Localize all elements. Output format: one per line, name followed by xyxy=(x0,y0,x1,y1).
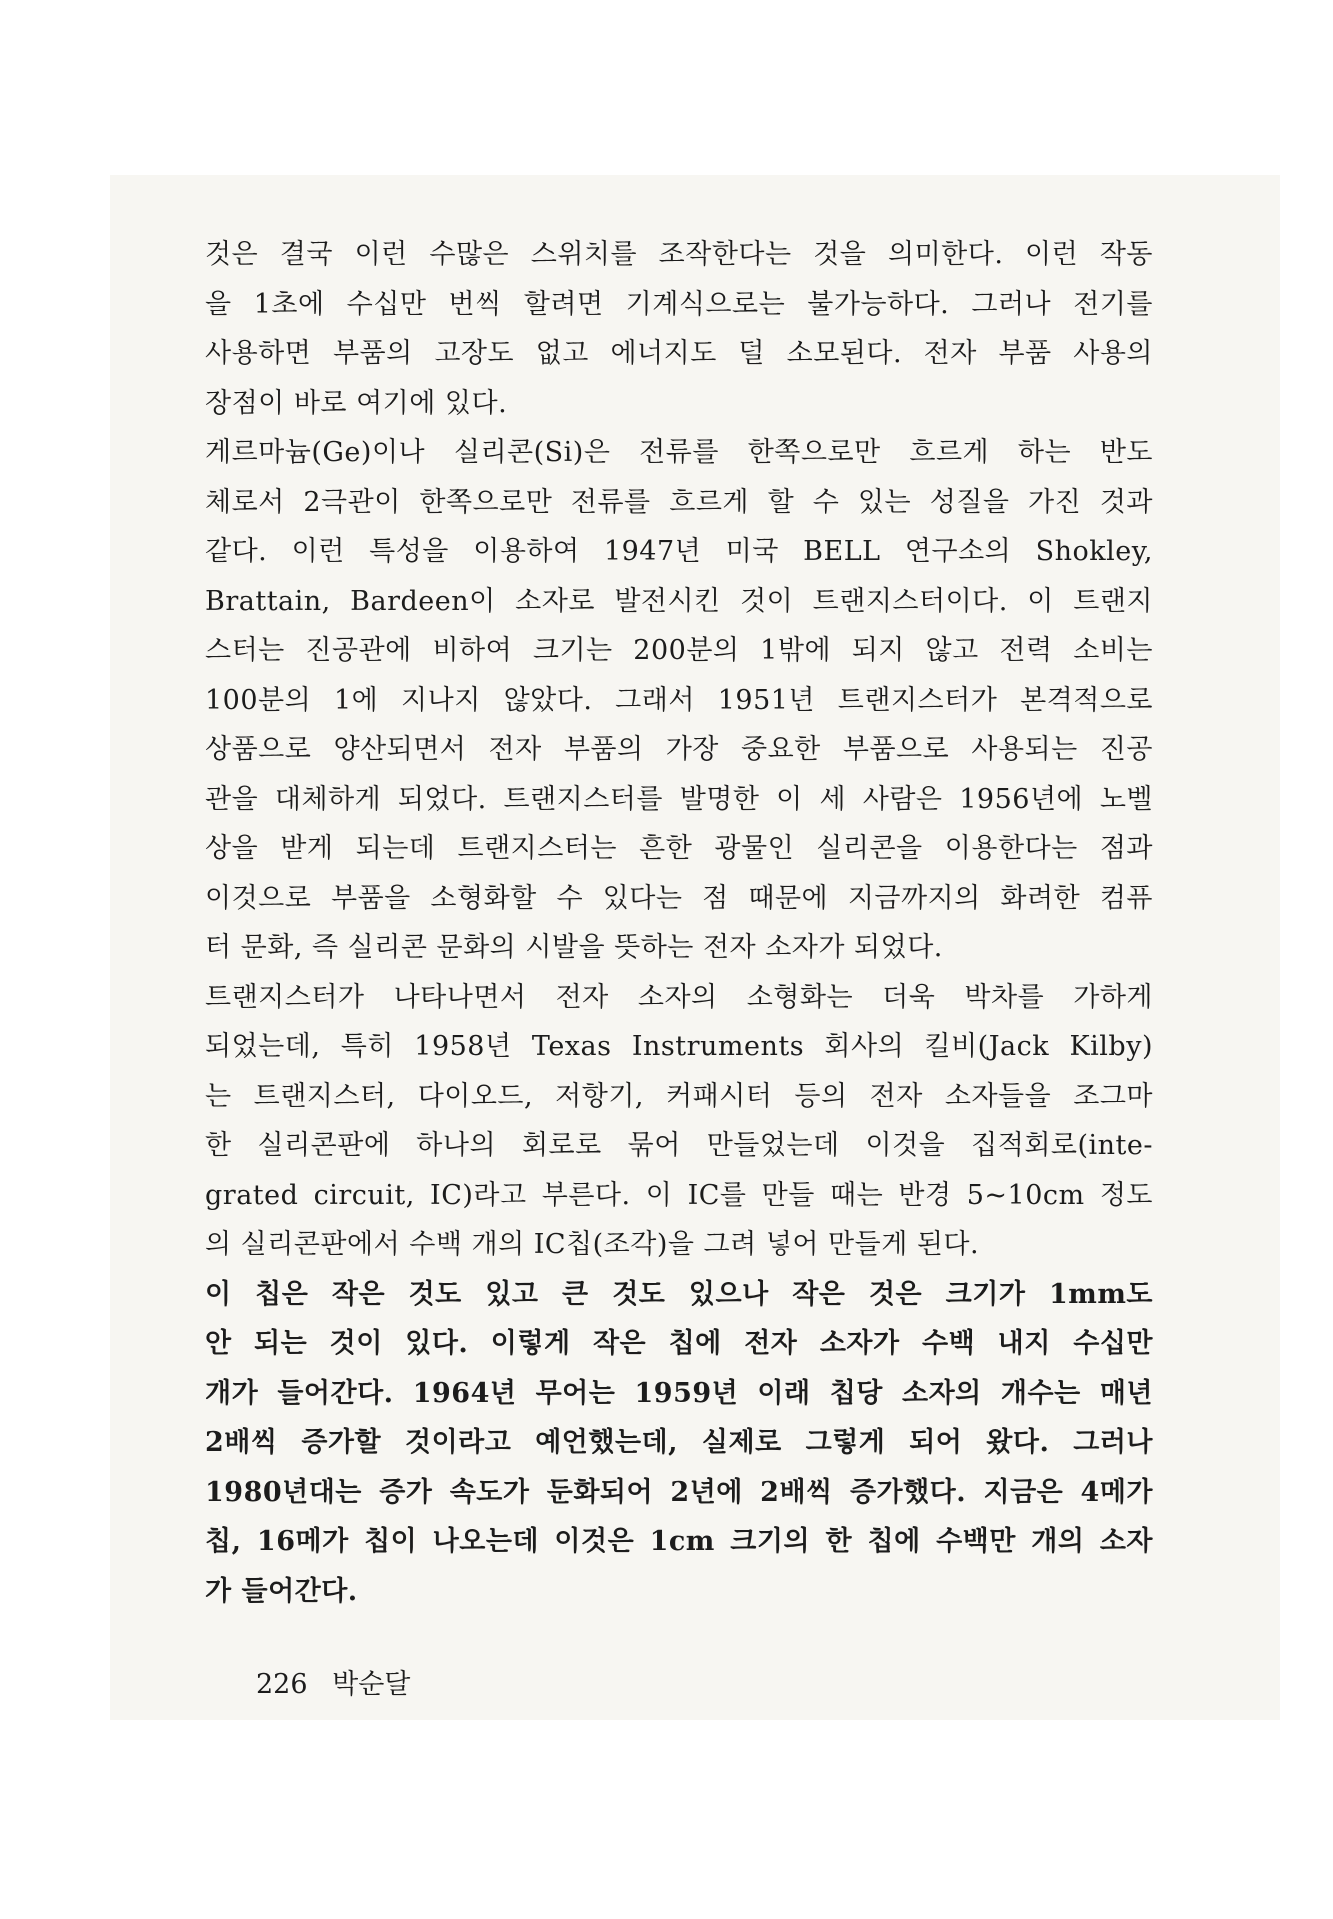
text-line: 같다. 이런 특성을 이용하여 1947년 미국 BELL 연구소의 Shokley, xyxy=(205,536,1153,567)
body-text xyxy=(205,230,1153,1616)
text-line: 칩, 16메가 칩이 나오는데 이것은 1cm 크기의 한 칩에 수백만 개의 소자 xyxy=(205,1526,1153,1557)
text-line: 관을 대체하게 되었다. 트랜지스터를 발명한 이 세 사람은 1956년에 노벨 xyxy=(205,783,1153,815)
text-line: 1980년대는 증가 속도가 둔화되어 2년에 2배씩 증가했다. 지금은 4메가 xyxy=(205,1476,1153,1508)
text-line: 한 실리콘판에 하나의 회로로 묶어 만들었는데 이것을 집적회로(inte- xyxy=(205,1130,1153,1161)
text-line: 는 트랜지스터, 다이오드, 저항기, 커패시터 등의 전자 소자들을 조그마 xyxy=(205,1080,1153,1112)
text-line: 개가 들어간다. 1964년 무어는 1959년 이래 칩당 소자의 개수는 매년 xyxy=(205,1377,1153,1409)
text-line: 이 칩은 작은 것도 있고 큰 것도 있으나 작은 것은 크기가 1mm도 xyxy=(205,1278,1153,1310)
running-head-author: 박순달 xyxy=(332,1669,411,1700)
text-line: 것은 결국 이런 수많은 스위치를 조작한다는 것을 의미한다. 이런 작동 xyxy=(205,239,1153,270)
text-line: 상품으로 양산되면서 전자 부품의 가장 중요한 부품으로 사용되는 진공 xyxy=(205,734,1153,765)
text-line: 안 되는 것이 있다. 이렇게 작은 칩에 전자 소자가 수백 내지 수십만 xyxy=(205,1328,1153,1359)
text-line: 게르마늄(Ge)이나 실리콘(Si)은 전류를 한쪽으로만 흐르게 하는 반도 xyxy=(205,437,1153,468)
text-line: 터 문화, 즉 실리콘 문화의 시발을 뜻하는 전자 소자가 되었다. xyxy=(205,932,943,963)
text-line: 장점이 바로 여기에 있다. xyxy=(205,387,508,419)
page-number: 226 xyxy=(256,1669,308,1700)
text-line: 스터는 진공관에 비하여 크기는 200분의 1밖에 되지 않고 전력 소비는 xyxy=(205,635,1153,666)
text-line: Brattain, Bardeen이 소자로 발전시킨 것이 트랜지스터이다. 이 트랜지 xyxy=(205,585,1153,617)
text-line: 100분의 1에 지나지 않았다. 그래서 1951년 트랜지스터가 본격적으로 xyxy=(205,684,1153,716)
text-line: 이것으로 부품을 소형화할 수 있다는 점 때문에 지금까지의 화려한 컴퓨 xyxy=(205,882,1153,914)
page-footer xyxy=(256,1662,426,1701)
text-line: 사용하면 부품의 고장도 없고 에너지도 덜 소모된다. 전자 부품 사용의 xyxy=(205,338,1153,369)
text-line: 되었는데, 특히 1958년 Texas Instruments 회사의 킬비(Jack Kilby) xyxy=(205,1031,1153,1062)
text-line: 2배씩 증가할 것이라고 예언했는데, 실제로 그렇게 되어 왔다. 그러나 xyxy=(205,1427,1153,1458)
text-line: 상을 받게 되는데 트랜지스터는 흔한 광물인 실리콘을 이용한다는 점과 xyxy=(205,833,1153,864)
text-line: 트랜지스터가 나타나면서 전자 소자의 소형화는 더욱 박차를 가하게 xyxy=(205,981,1153,1013)
text-line: grated circuit, IC)라고 부른다. 이 IC를 만들 때는 반경 5~10cm 정도 xyxy=(205,1179,1153,1211)
text-line: 가 들어간다. xyxy=(205,1575,358,1607)
text-line: 의 실리콘판에서 수백 개의 IC칩(조각)을 그려 넣어 만들게 된다. xyxy=(205,1229,980,1260)
text-line: 을 1초에 수십만 번씩 할려면 기계식으로는 불가능하다. 그러나 전기를 xyxy=(205,288,1153,320)
text-line: 체로서 2극관이 한쪽으로만 전류를 흐르게 할 수 있는 성질을 가진 것과 xyxy=(205,486,1153,518)
